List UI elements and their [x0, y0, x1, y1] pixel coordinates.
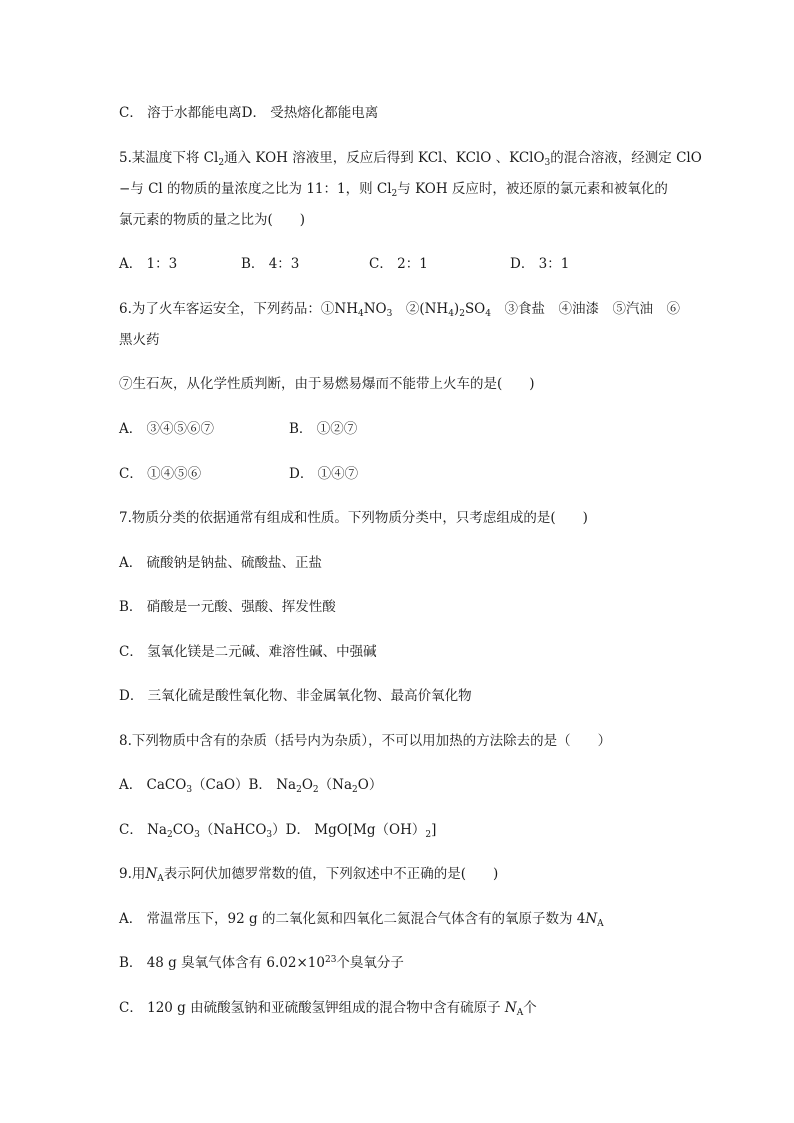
text: ②(NH	[392, 301, 449, 317]
text: O	[301, 777, 313, 793]
text: B． Na	[248, 777, 297, 793]
q5-stem-line1	[119, 148, 702, 168]
q6-option-a: A． ③④⑤⑥⑦	[119, 421, 215, 437]
text: ③食盐 ④油漆 ⑤汽油 ⑥	[491, 301, 680, 317]
q7-option-b: B． 硝酸是一元酸、强酸、挥发性酸	[119, 599, 336, 615]
text: （NaHCO	[199, 822, 267, 838]
text: 个臭氧分子	[336, 955, 404, 971]
q8-options-ab	[119, 775, 382, 795]
subscript: 3	[544, 158, 551, 168]
text: ]	[431, 822, 437, 838]
q8-option-d	[286, 822, 437, 838]
text: 表示阿伏加德罗常数的值，下列叙述中不正确的是( )	[163, 866, 499, 882]
subscript: 3	[186, 785, 193, 795]
text: A． CaCO	[119, 777, 187, 793]
text: 9.用	[119, 866, 146, 882]
q9-option-c	[119, 998, 537, 1018]
subscript: 4	[485, 309, 491, 319]
superscript: 23	[324, 955, 337, 965]
subscript: 2	[459, 309, 465, 319]
text: 的混合溶液，经测定 ClO	[550, 150, 702, 166]
variable: N	[504, 1000, 517, 1016]
subscript: 2	[312, 785, 319, 795]
q6-stem-line3: ⑦生石灰，从化学性质判断，由于易燃易爆而不能带上火车的是( )	[119, 376, 535, 392]
subscript: A	[157, 874, 164, 884]
q5-options	[119, 254, 569, 274]
q7-option-a: A． 硫酸钠是钠盐、硫酸盐、正盐	[119, 555, 323, 571]
subscript: 2	[391, 189, 398, 199]
text: B． 48 g 臭氧气体含有 6.02×10	[119, 955, 325, 971]
q6-option-b: B． ①②⑦	[289, 421, 358, 437]
subscript: 3	[266, 830, 273, 840]
q4-option-d: D． 受热熔化都能电离	[241, 105, 379, 121]
q8-option-c	[119, 822, 286, 838]
q9-option-b	[119, 953, 404, 973]
q7-option-d: D． 三氧化硫是酸性氧化物、非金属氧化物、最高价氧化物	[119, 688, 472, 704]
q7-stem: 7.物质分类的依据通常有组成和性质。下列物质分类中，只考虑组成的是( )	[119, 510, 588, 526]
q5-stem-line3: 氯元素的物质的量之比为( )	[119, 212, 306, 228]
text: （CaO）	[192, 777, 249, 793]
q7-option-c: C． 氢氧化镁是二元碱、难溶性碱、中强碱	[119, 644, 377, 660]
q8-options-cd	[119, 820, 436, 840]
text: O）	[357, 777, 383, 793]
subscript: 2	[352, 785, 358, 795]
q9-option-a	[119, 909, 604, 929]
q6-options-cd	[119, 464, 358, 484]
subscript: A	[516, 1008, 524, 1018]
text: 通入 KOH 溶液里，反应后得到 KCl、KClO 、KClO	[224, 150, 545, 166]
q9-stem	[119, 864, 498, 884]
text: D． MgO[Mg（OH）	[285, 822, 426, 838]
subscript: 2	[166, 830, 173, 840]
text: 个	[523, 1000, 537, 1016]
subscript: 2	[425, 830, 432, 840]
text: NO	[363, 301, 387, 317]
text: A． 常温常压下，92 g 的二氧化氮和四氧化二氮混合气体含有的氧原子数为 4	[119, 911, 586, 927]
text: C． 120 g 由硫酸氢钠和亚硫酸氢钾组成的混合物中含有硫原子	[119, 1000, 505, 1016]
q6-stem-line2: 黑火药	[119, 332, 160, 348]
text: −与 Cl 的物质的量浓度之比为 11：1，则 Cl	[119, 181, 392, 197]
q5-option-a: A． 1：3	[119, 256, 178, 272]
subscript: A	[597, 919, 604, 929]
variable: N	[585, 911, 598, 927]
text: 5.某温度下将 Cl	[119, 150, 219, 166]
subscript: 4	[357, 309, 364, 319]
q4-option-c: C． 溶于水都能电离	[119, 105, 242, 121]
text: SO	[464, 301, 486, 317]
text: （Na	[318, 777, 353, 793]
q4-options-cd	[119, 103, 378, 123]
text: ）	[272, 822, 286, 838]
q5-option-b: B． 4：3	[241, 256, 300, 272]
text: CO	[172, 822, 195, 838]
text: )	[453, 301, 460, 317]
q8-option-a	[119, 777, 249, 793]
subscript: 4	[448, 309, 454, 319]
q8-option-b	[249, 777, 383, 793]
subscript: 3	[194, 830, 200, 840]
q5-option-c: C． 2：1	[369, 256, 428, 272]
text: 与 KOH 反应时，被还原的氯元素和被氧化的	[397, 181, 668, 197]
subscript: 2	[296, 785, 302, 795]
text: 6.为了火车客运安全，下列药品：①NH	[119, 301, 358, 317]
subscript: 3	[386, 309, 393, 319]
q8-stem: 8.下列物质中含有的杂质（括号内为杂质），不可以用加热的方法除去的是（ ）	[119, 733, 612, 749]
variable: N	[145, 866, 158, 882]
q6-options-ab	[119, 419, 357, 439]
q6-option-d: D． ①④⑦	[289, 466, 359, 482]
subscript: 2	[218, 158, 225, 168]
q5-stem-line2	[119, 179, 668, 199]
q5-option-d: D． 3：1	[510, 256, 570, 272]
q6-stem-line1	[119, 299, 680, 319]
q6-option-c: C． ①④⑤⑥	[119, 466, 202, 482]
text: C． Na	[119, 822, 167, 838]
